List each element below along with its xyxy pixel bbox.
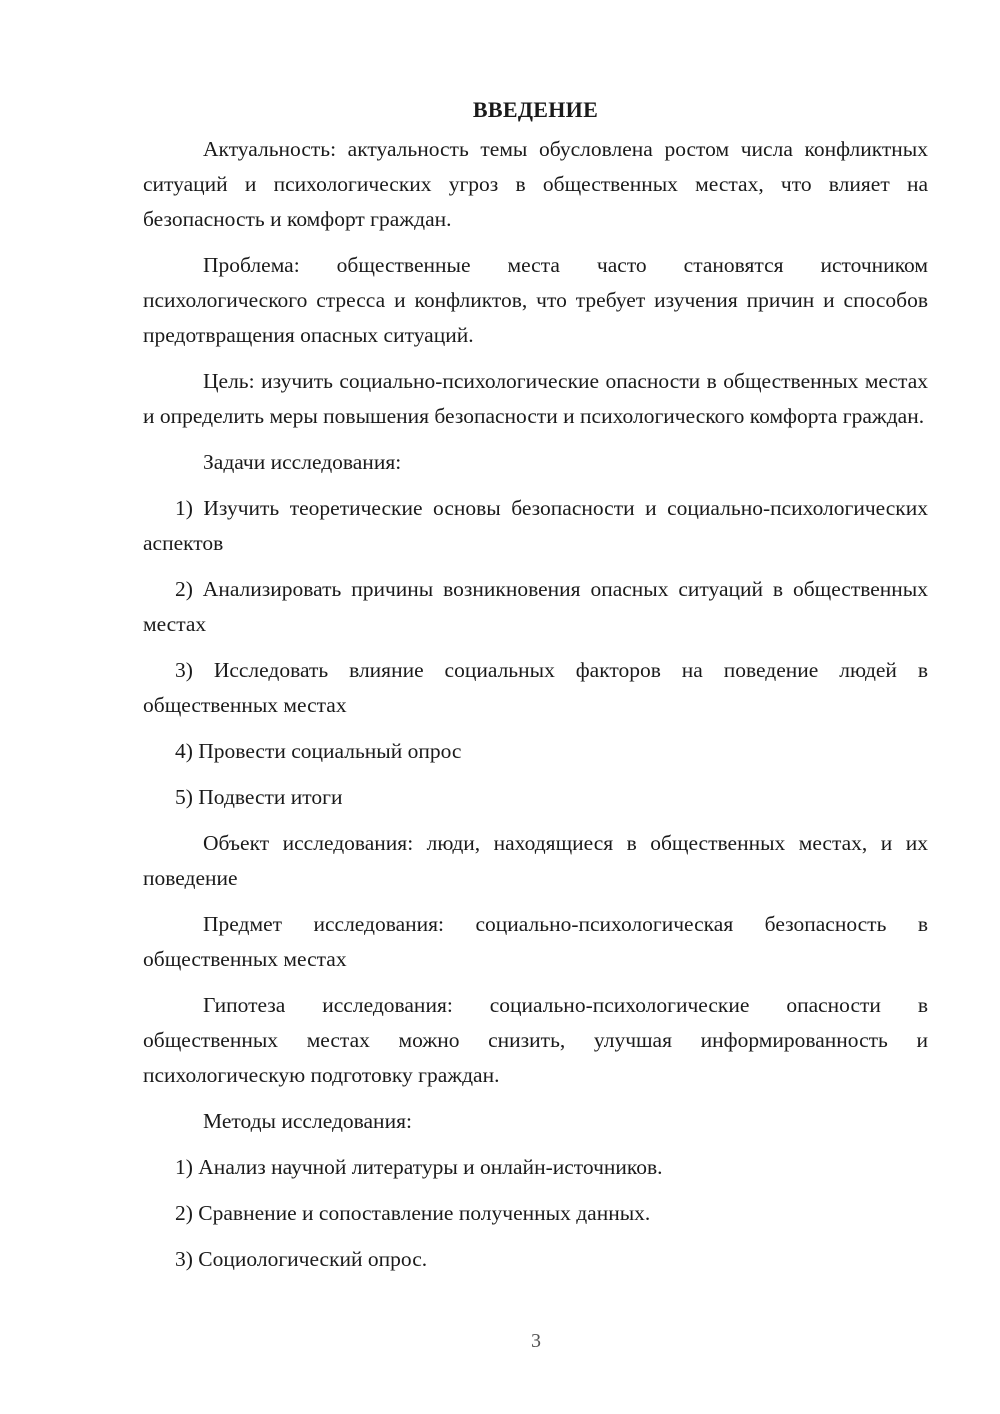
subject-paragraph: Предмет исследования: социально-психологическая безопасность в общественных местах (143, 912, 928, 971)
goal-paragraph: Цель: изучить социально-психологические опасности в общественных местах и определить меры повышения безопасности и психологического комфорта граждан. (143, 369, 928, 428)
relevance-paragraph: Актуальность: актуальность темы обусловлена ростом числа конфликтных ситуаций и психологических угроз в общественных местах, что влияет на безопасность и комфорт граждан. (143, 137, 928, 231)
object-paragraph: Объект исследования: люди, находящиеся в общественных местах, и их поведение (143, 831, 928, 890)
method-item-1: 1) Анализ научной литературы и онлайн-источников. (175, 1155, 663, 1179)
task-item-5: 5) Подвести итоги (175, 785, 343, 809)
page-title: ВВЕДЕНИЕ (472, 97, 599, 122)
task-item-3: 3) Исследовать влияние социальных факторов на поведение людей в общественных местах (143, 658, 928, 717)
tasks-heading: Задачи исследования: (203, 450, 402, 474)
page-number: 3 (531, 1330, 541, 1352)
methods-heading: Методы исследования: (203, 1109, 412, 1133)
task-item-2: 2) Анализировать причины возникновения опасных ситуаций в общественных местах (143, 577, 928, 636)
document-page (143, 92, 928, 1288)
method-item-3: 3) Социологический опрос. (175, 1247, 428, 1271)
problem-paragraph: Проблема: общественные места часто становятся источником психологического стресса и конфликтов, что требует изучения причин и способов предотвращения опасных ситуаций. (143, 253, 928, 347)
method-item-2: 2) Сравнение и сопоставление полученных данных. (175, 1201, 651, 1225)
task-item-1: 1) Изучить теоретические основы безопасности и социально-психологических аспектов (143, 496, 928, 555)
task-item-4: 4) Провести социальный опрос (175, 739, 462, 763)
hypothesis-paragraph: Гипотеза исследования: социально-психологические опасности в общественных местах можно снизить, улучшая информированность и психологическую подготовку граждан. (143, 993, 928, 1087)
